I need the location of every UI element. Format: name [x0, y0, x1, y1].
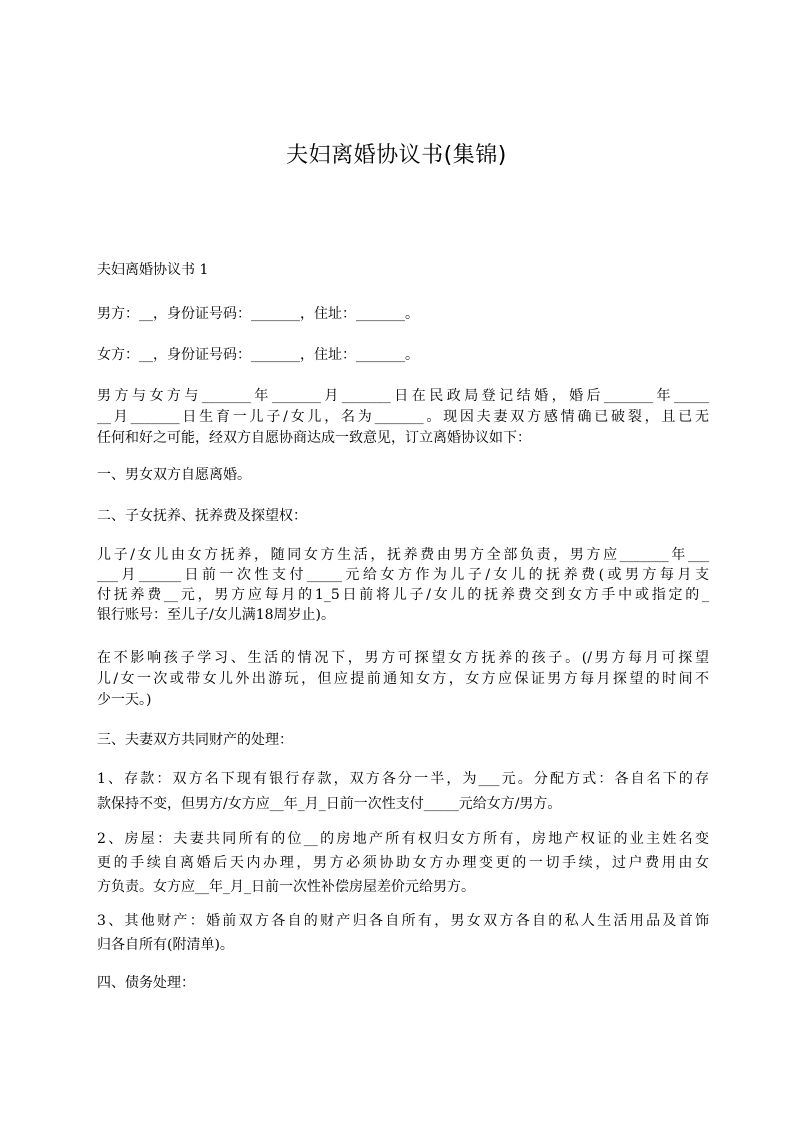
section-1-text: 一、男女双方自愿离婚。: [97, 467, 251, 483]
visit-line-2: 儿/女一次或带女儿外出游玩，但应提前通知女方，女方应保证男方每月探望的时间不: [97, 671, 709, 687]
child-line-2: ___月______日前一次性支付_____元给女方作为儿子/女儿的抚养费(或男方每月支: [97, 567, 709, 583]
house-line-2: 更的手续自离婚后天内办理，男方必须协助女方办理变更的一切手续，过户费用由女: [97, 855, 709, 871]
woman-info-paragraph: [97, 346, 709, 365]
section-2-text: 二、子女抚养、抚养费及探望权：: [97, 508, 307, 524]
subtitle-text: 夫妇离婚协议书 1: [97, 262, 209, 278]
child-line-4: 银行账号：至儿子/女儿满18周岁止)。: [97, 607, 335, 623]
house-line-1: 2、房屋：夫妻共同所有的位__的房地产所有权归女方所有，房地产权证的业主姓名变: [97, 831, 709, 847]
section-3-text: 三、夫妻双方共同财产的处理：: [97, 732, 293, 748]
section-4-text: 四、债务处理：: [97, 975, 195, 991]
woman-info-line: 女方：__，身份证号码：_______，住址：_______。: [97, 347, 419, 363]
other-line-2: 归各自所有(附清单)。: [97, 937, 234, 953]
deposit-paragraph: [97, 767, 709, 817]
intro-paragraph: [97, 386, 709, 449]
man-info-paragraph: [97, 305, 709, 324]
visitation-paragraph: [97, 648, 709, 711]
child-line-1: 儿子/女儿由女方抚养，随同女方生活，抚养费由男方全部负责，男方应_______年___: [97, 547, 709, 563]
intro-line-1: 男方与女方与_______年_______月_______日在民政局登记结婚，婚后_______年_____: [97, 388, 709, 404]
child-custody-paragraph: [97, 545, 709, 625]
section-2-heading: [97, 507, 709, 526]
deposit-line-1: 1、存款：双方名下现有银行存款，双方各分一半，为___元。分配方式：各自名下的存: [97, 771, 709, 787]
document-title: 夫妇离婚协议书(集锦): [286, 143, 507, 168]
house-paragraph: [97, 827, 709, 899]
visit-line-3: 少一天。): [97, 692, 152, 708]
document-subtitle: [97, 261, 709, 280]
other-line-1: 3、其他财产：婚前双方各自的财产归各自所有，男女双方各自的私人生活用品及首饰: [97, 913, 709, 929]
intro-line-2: __月_______日生育一儿子/女儿，名为_______。现因夫妻双方感情确已破裂，且已无: [97, 409, 709, 425]
man-info-line: 男方：__，身份证号码：_______，住址：_______。: [97, 306, 419, 322]
other-property-paragraph: [97, 909, 709, 957]
section-3-heading: [97, 731, 709, 750]
intro-line-3: 任何和好之可能，经双方自愿协商达成一致意见，订立离婚协议如下：: [97, 430, 531, 446]
section-4-heading: [97, 974, 709, 993]
child-line-3: 付抚养费__元，男方应每月的1_5日前将儿子/女儿的抚养费交到女方手中或指定的_: [97, 587, 709, 603]
house-line-3: 方负责。女方应__年_月_日前一次性补偿房屋差价元给男方。: [97, 879, 475, 895]
deposit-line-2: 款保持不变，但男方/女方应__年_月_日前一次性支付_____元给女方/男方。: [97, 796, 562, 812]
section-1-heading: [97, 466, 709, 485]
visit-line-1: 在不影响孩子学习、生活的情况下，男方可探望女方抚养的孩子。(/男方每月可探望: [97, 650, 709, 666]
